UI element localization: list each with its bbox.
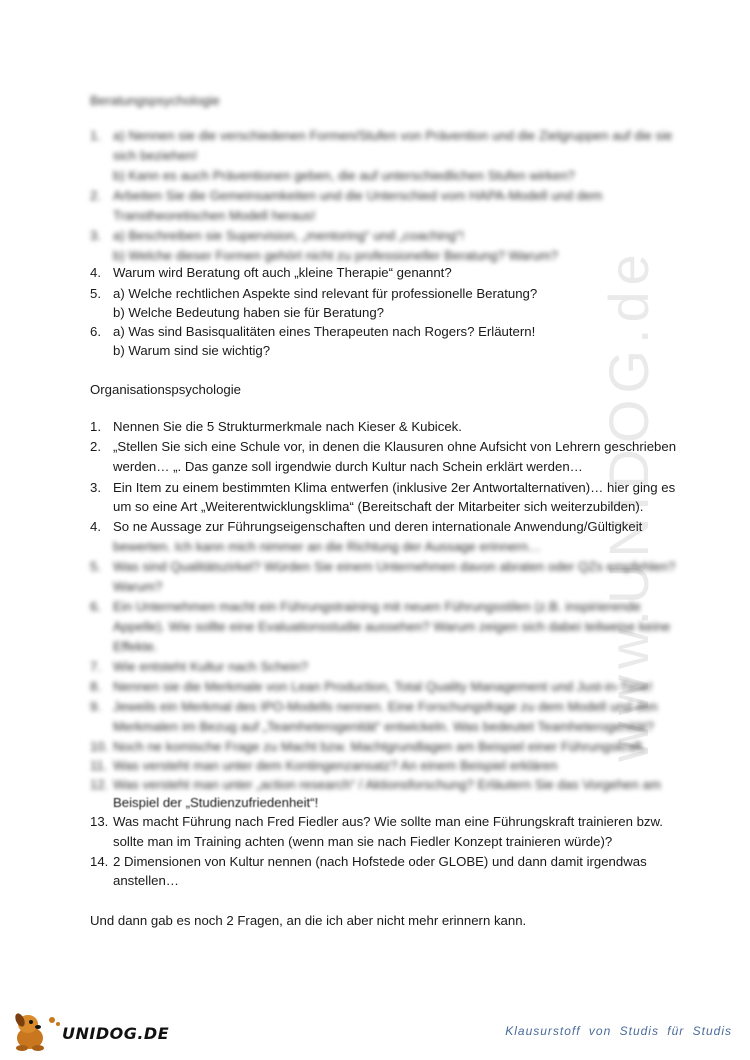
unidog-logo[interactable]: [8, 1008, 168, 1054]
item-number: 3.: [90, 480, 101, 495]
question-line: Warum wird Beratung oft auch „kleine Therapie“ genannt?: [113, 265, 452, 280]
item-number: 5.: [90, 286, 101, 301]
item-number: 2.: [90, 188, 101, 203]
question-line: a) Nennen sie die verschiedenen Formen/Stufen von Prävention und die Zielgruppen auf die sie: [113, 128, 673, 143]
closing-note: Und dann gab es noch 2 Fragen, an die ich aber nicht mehr erinnern kann.: [90, 913, 527, 928]
item-number: 2.: [90, 439, 101, 454]
question-line: Transtheoretischen Modell heraus!: [113, 208, 316, 223]
item-number: 7.: [90, 659, 101, 674]
question-line: b) Kann es auch Präventionen geben, die auf unterschiedlichen Stufen wirken?: [113, 168, 575, 183]
item-number: 10.: [90, 739, 109, 754]
question-line: Noch ne komische Frage zu Macht bzw. Machtgrundlagen am Beispiel einer Führungskraft.: [113, 739, 646, 754]
question-line: b) Warum sind sie wichtig?: [113, 343, 271, 358]
question-line: Jeweils ein Merkmal des IPO-Modells nennen. Eine Forschungsfrage zu dem Modell und den: [113, 699, 658, 714]
question-line: Wie entsteht Kultur nach Schein?: [113, 659, 308, 674]
watermark: www.UNIDOG.de: [596, 248, 660, 762]
item-number: 6.: [90, 324, 101, 339]
question-line: Effekte.: [113, 639, 158, 654]
question-line: Was versteht man unter „action research“ / Aktionsforschung? Erläutern Sie das Vorgehen am: [113, 777, 661, 792]
question-line: Nennen Sie die 5 Strukturmerkmale nach Kieser & Kubicek.: [113, 419, 462, 434]
question-line: Nennen sie die Merkmale von Lean Production, Total Quality Management und Just-in-Time!: [113, 679, 653, 694]
item-number: 14.: [90, 854, 109, 869]
item-number: 3.: [90, 228, 101, 243]
logo-text: UNIDOG.DE: [62, 1024, 170, 1043]
item-number: 5.: [90, 559, 101, 574]
question-line: Appelle). Wie sollte eine Evaluationsstudie aussehen? Warum zeigen sich dabei teilweise keine: [113, 619, 671, 634]
question-line: sich beziehen!: [113, 148, 198, 163]
question-line: Beispiel der „Studienzufriedenheit“!: [113, 795, 319, 810]
dog-mascot-icon: [8, 1008, 64, 1054]
question-line: Was sind Qualitätszirkel? Würden Sie einem Unternehmen davon abraten oder QZs empfehlen?: [113, 559, 676, 574]
item-number: 9.: [90, 699, 101, 714]
item-number: 4.: [90, 519, 101, 534]
question-line: sollte man im Training achten (wenn man sie nach Fiedler Konzept trainieren würde)?: [113, 834, 613, 849]
item-number: 4.: [90, 265, 101, 280]
question-line: werden… „. Das ganze soll irgendwie durch Kultur nach Schein erklärt werden…: [113, 459, 583, 474]
question-line: Was versteht man unter dem Kontingenzansatz? An einem Beispiel erklären: [113, 758, 558, 773]
question-line: „Stellen Sie sich eine Schule vor, in denen die Klausuren ohne Aufsicht von Lehrern geschrieben: [113, 439, 677, 454]
item-number: 8.: [90, 679, 101, 694]
question-line: a) Beschreiben sie Supervision, „mentoring“ und „coaching“!: [113, 228, 465, 243]
question-line: Arbeiten Sie die Gemeinsamkeiten und die Unterschied vom HAPA-Modell und dem: [113, 188, 603, 203]
section-title-beratung: Beratungspsychologie: [90, 93, 220, 108]
item-number: 1.: [90, 419, 101, 434]
question-line: 2 Dimensionen von Kultur nennen (nach Hofstede oder GLOBE) und dann damit irgendwas: [113, 854, 647, 869]
question-line: bewerten. Ich kann mich nimmer an die Richtung der Aussage erinnern…: [113, 539, 542, 554]
question-line: a) Welche rechtlichen Aspekte sind relevant für professionelle Beratung?: [113, 286, 538, 301]
section-title-organisation: Organisationspsychologie: [90, 382, 242, 397]
footer-tagline: Klausurstoff von Studis für Studis: [505, 1024, 732, 1038]
question-line: Was macht Führung nach Fred Fiedler aus? Wie sollte man eine Führungskraft trainieren bzw.: [113, 814, 663, 829]
question-line: anstellen…: [113, 873, 179, 888]
question-line: b) Welche dieser Formen gehört nicht zu professioneller Beratung? Warum?: [113, 248, 558, 263]
question-line: Merkmalen im Bezug auf „Teamheterogenität“ entwickeln. Was bedeutet Teamheterogenität?: [113, 719, 654, 734]
question-line: Ein Unternehmen macht ein Führungstraining mit neuen Führungsstilen (z.B. inspirierende: [113, 599, 641, 614]
question-line: Ein Item zu einem bestimmten Klima entwerfen (inklusive 2er Antwortalternativen)… hier ging es: [113, 480, 676, 495]
item-number: 11.: [90, 758, 108, 773]
question-line: So ne Aussage zur Führungseigenschaften und deren internationale Anwendung/Gültigkeit: [113, 519, 643, 534]
item-number: 12.: [90, 777, 109, 792]
question-line: Warum?: [113, 579, 163, 594]
question-line: um so eine Art „Weiterentwicklungsklima“ (Bereitschaft der Mitarbeiter sich weiterzubilden).: [113, 499, 644, 514]
question-line: a) Was sind Basisqualitäten eines Therapeuten nach Rogers? Erläutern!: [113, 324, 536, 339]
item-number: 6.: [90, 599, 101, 614]
item-number: 13.: [90, 814, 109, 829]
item-number: 1.: [90, 128, 101, 143]
question-line: b) Welche Bedeutung haben sie für Beratung?: [113, 305, 385, 320]
